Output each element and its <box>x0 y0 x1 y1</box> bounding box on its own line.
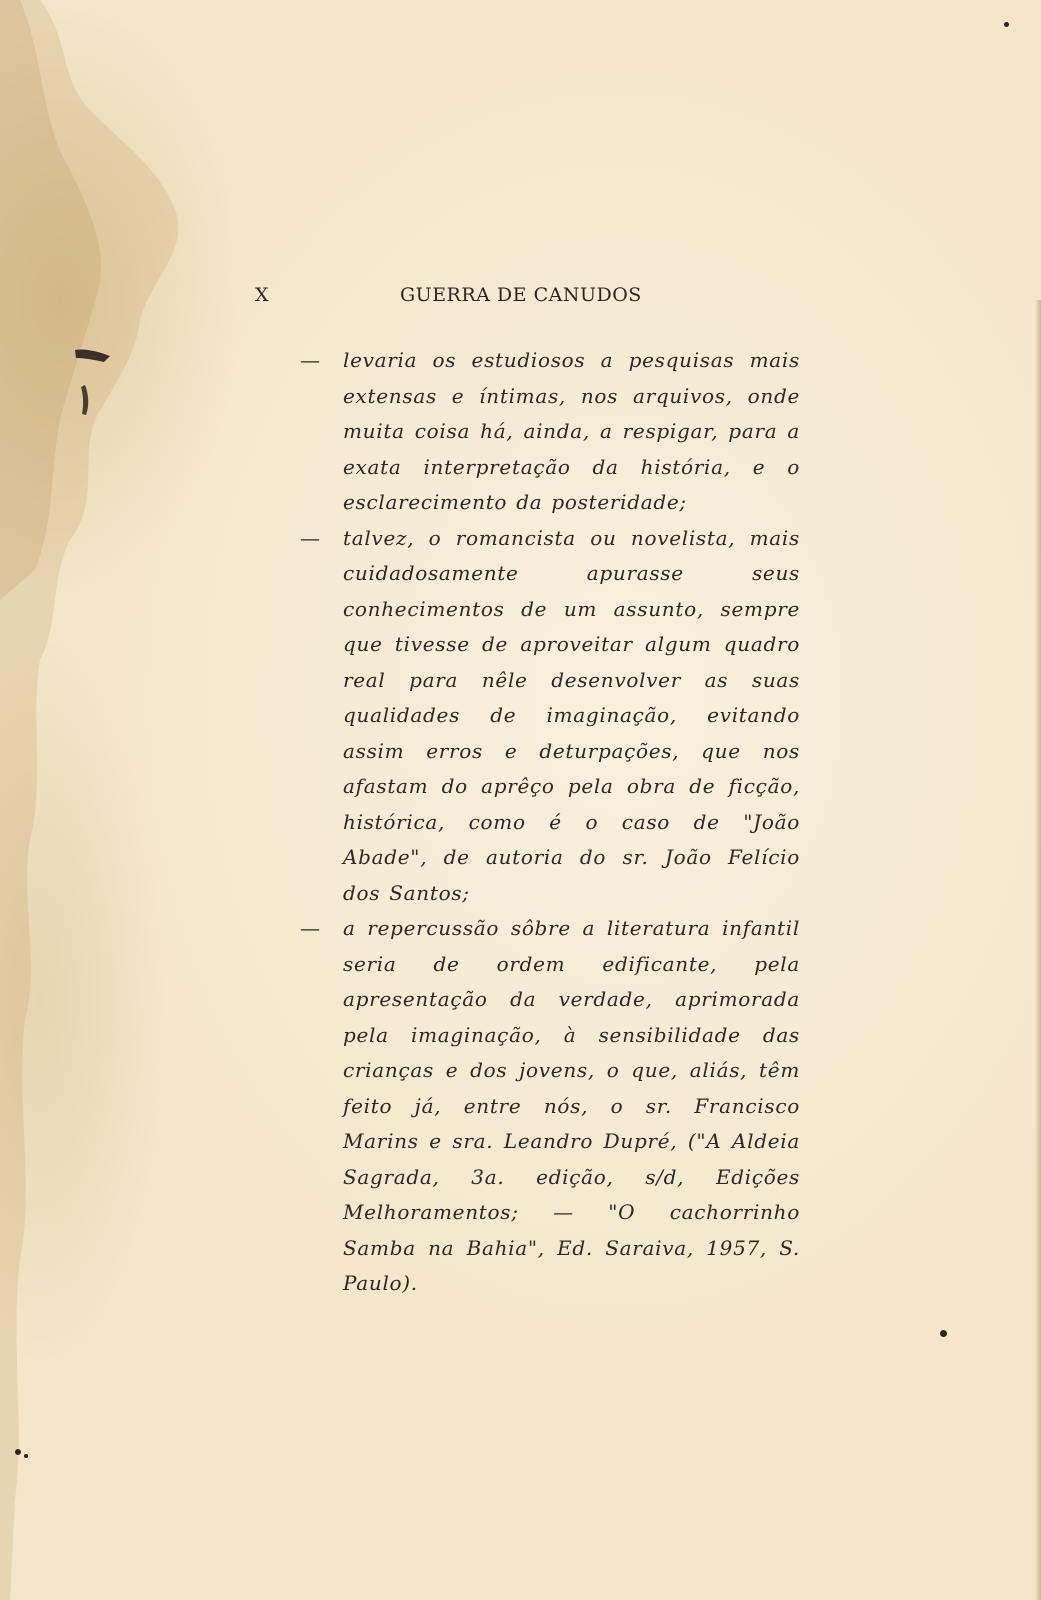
ink-speck <box>940 1330 947 1337</box>
page-number: X <box>255 284 270 306</box>
list-item-text: levaria os estudiosos a pesquisas mais extensas e íntimas, nos arquivos, onde muita coisa há, ainda, a respigar, para a exata interpretação da história, e o esclarecimento da posteridade; <box>343 348 800 514</box>
page-edge-shadow <box>1035 300 1041 1600</box>
running-header <box>255 284 665 310</box>
ink-speck <box>1004 22 1009 27</box>
dash-marker: — <box>300 525 320 550</box>
list-item <box>300 911 800 1302</box>
list-item <box>300 343 800 521</box>
body-text <box>300 343 800 1302</box>
list-item-text: talvez, o romancista ou novelista, mais cuidadosamente apurasse seus conhecimentos de um assunto, sempre que tivesse de aproveitar algum quadro real para nêle desenvolver as suas qualidades de imaginação, evitando assim erros e deturpações, que nos afastam do aprêço pela obra de ficção, histórica, como é o caso de "João Abade", de autoria do sr. João Felício dos Santos; <box>343 525 800 905</box>
list-item-text: a repercussão sôbre a literatura infantil seria de ordem edificante, pela apresentação da verdade, aprimorada pela imaginação, à sensibilidade das crianças e dos jovens, o que, aliás, têm feito já, entre nós, o sr. Francisco Marins e sra. Leandro Dupré, ("A Aldeia Sagrada, 3a. edição, s/d, Edições Melhoramentos; — "O cachorrinho Samba na Bahia", Ed. Saraiva, 1957, S. Paulo). <box>343 916 800 1295</box>
water-stain <box>0 0 240 1600</box>
list-item <box>300 521 800 912</box>
running-title: GUERRA DE CANUDOS <box>400 284 642 306</box>
dash-marker: — <box>300 348 320 372</box>
dash-marker: — <box>300 916 320 940</box>
